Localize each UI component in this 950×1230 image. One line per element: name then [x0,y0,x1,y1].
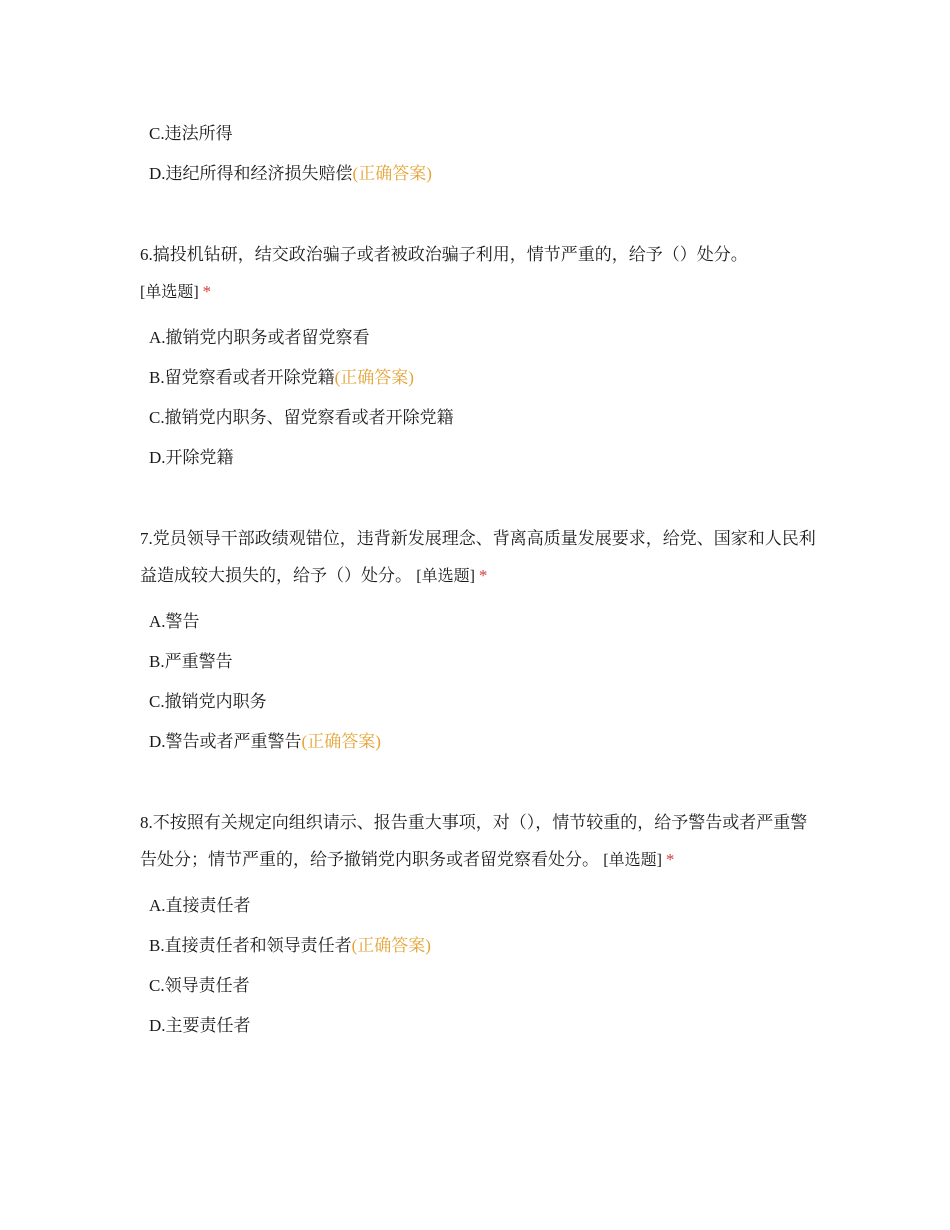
quiz-content [140,114,820,1046]
correct-answer-marker: (正确答案) [334,368,414,387]
option-7d: D.警告或者严重警告(正确答案) [149,732,381,751]
option-5d: D.违纪所得和经济损失赔偿(正确答案) [149,164,432,183]
question-type-tag: [单选题] [603,852,662,869]
option-8c: C.领导责任者 [149,976,250,995]
option-8a: A.直接责任者 [149,896,251,915]
option-6c: C.撤销党内职务、留党察看或者开除党籍 [149,408,454,427]
required-marker: * [202,282,212,301]
option-7b: B.严重警告 [149,652,233,671]
question-7-text: 7.党员领导干部政绩观错位，违背新发展理念、背离高质量发展要求，给党、国家和人民利益造成较大损失的，给予（）处分。 [单选题] * [140,529,816,585]
option-8b: B.直接责任者和领导责任者(正确答案) [149,936,431,955]
question-6 [140,236,820,478]
option-6b: B.留党察看或者开除党籍(正确答案) [149,368,414,387]
correct-answer-marker: (正确答案) [351,936,431,955]
option-7c: C.撤销党内职务 [149,692,267,711]
required-marker: * [478,566,488,585]
option-7a: A.警告 [149,612,200,631]
question-7 [140,520,820,762]
question-6-text: 6.搞投机钻研，结交政治骗子或者被政治骗子利用，情节严重的，给予（）处分。 [单选题] * [140,245,748,301]
correct-answer-marker: (正确答案) [301,732,381,751]
option-6d: D.开除党籍 [149,448,234,467]
question-type-tag: [单选题] [140,284,199,301]
option-6a: A.撤销党内职务或者留党察看 [149,328,370,347]
option-8d: D.主要责任者 [149,1016,251,1035]
correct-answer-marker: (正确答案) [352,164,432,183]
question-8 [140,804,820,1046]
question-5-options [140,114,820,194]
option-5c: C.违法所得 [149,124,233,143]
required-marker: * [665,850,675,869]
question-8-text: 8.不按照有关规定向组织请示、报告重大事项，对（），情节较重的，给予警告或者严重警告处分；情节严重的，给予撤销党内职务或者留党察看处分。 [单选题] * [140,813,808,869]
question-type-tag: [单选题] [416,568,475,585]
